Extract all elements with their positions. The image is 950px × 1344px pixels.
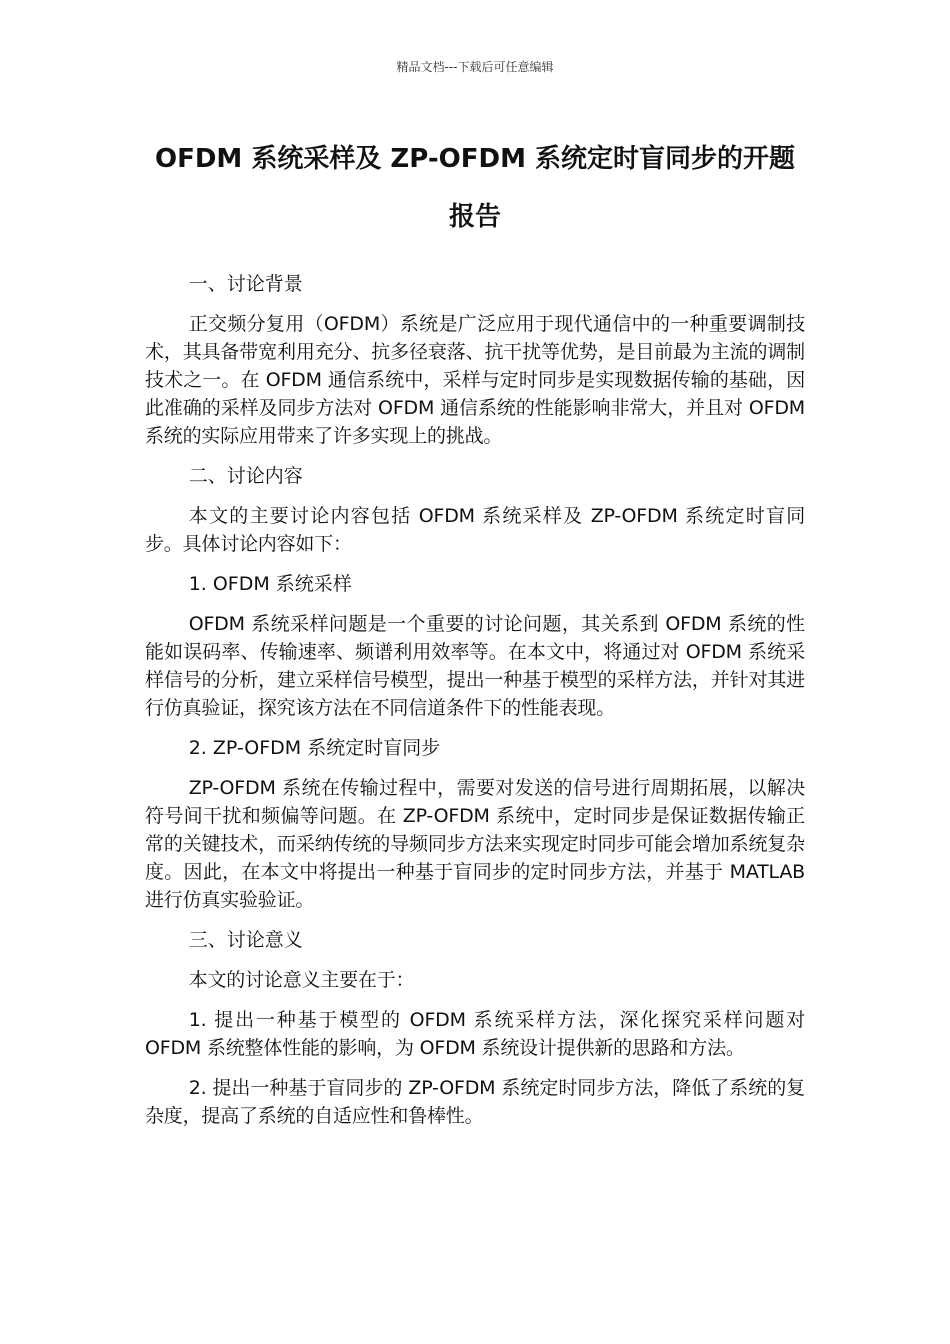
paragraph-ofdm-sampling: OFDM 系统采样问题是一个重要的讨论问题，其关系到 OFDM 系统的性能如误码率、传输速率、频谱利用效率等。在本文中，将通过对 OFDM 系统采样信号的分析，建立采样信号模型，提出一种基于模型的采样方法，并针对其进行仿真验证，探究该方法在不同信道条件下的性能表现。 [145,613,805,719]
header-note: 精品文档---下载后可任意编辑 [396,60,554,74]
paragraph-significance-intro: 本文的讨论意义主要在于： [188,969,415,991]
paragraph-background: 正交频分复用（OFDM）系统是广泛应用于现代通信中的一种重要调制技术，其具备带宽利用充分、抗多径衰落、抗干扰等优势，是目前最为主流的调制技术之一。在 OFDM 通信系统中，采样与定时同步是实现数据传输的基础，因此准确的采样及同步方法对 OFDM 通信系统的性能影响非常大，并且对 OFDM 系统的实际应用带来了许多实现上的挑战。 [145,313,805,447]
document-body [145,270,805,1142]
paragraph-content-intro: 本文的主要讨论内容包括 OFDM 系统采样及 ZP-OFDM 系统定时盲同步。具体讨论内容如下： [145,505,805,555]
section-heading-background: 一、讨论背景 [188,273,303,295]
paragraph-significance-1: 1. 提出一种基于模型的 OFDM 系统采样方法，深化探究采样问题对 OFDM 系统整体性能的影响，为 OFDM 系统设计提供新的思路和方法。 [145,1009,805,1059]
document-title: OFDM 系统采样及 ZP-OFDM 系统定时盲同步的开题报告 [154,144,796,232]
section-heading-content: 二、讨论内容 [188,465,303,487]
paragraph-significance-2: 2. 提出一种基于盲同步的 ZP-OFDM 系统定时同步方法，降低了系统的复杂度，提高了系统的自适应性和鲁棒性。 [145,1077,805,1127]
paragraph-zp-ofdm-sync: ZP-OFDM 系统在传输过程中，需要对发送的信号进行周期拓展，以解决符号间干扰和频偏等问题。在 ZP-OFDM 系统中，定时同步是保证数据传输正常的关键技术，而采纳传统的导频同步方法来实现定时同步可能会增加系统复杂度。因此，在本文中将提出一种基于盲同步的定时同步方法，并基于 MATLAB 进行仿真实验验证。 [145,777,805,911]
subsection-heading-zp-ofdm-sync: 2. ZP-OFDM 系统定时盲同步 [188,737,441,759]
section-heading-significance: 三、讨论意义 [188,929,303,951]
subsection-heading-ofdm-sampling: 1. OFDM 系统采样 [188,573,352,595]
